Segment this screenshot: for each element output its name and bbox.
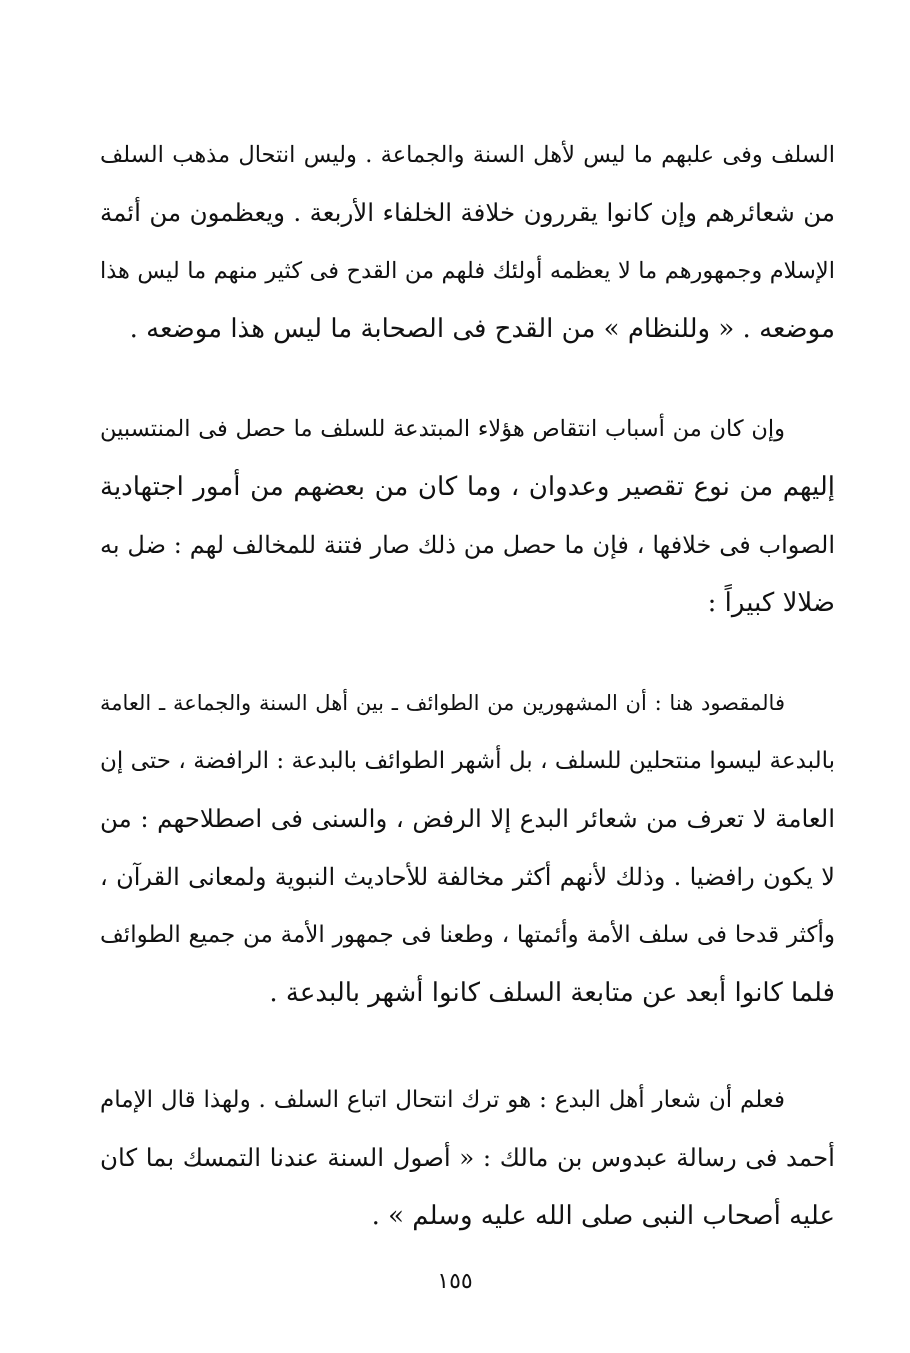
page-number: ١٥٥ (437, 1269, 473, 1294)
paragraph-4 (100, 1071, 835, 1245)
paragraph-line: فعلم أن شعار أهل البدع : هو ترك انتحال اتباع السلف . ولهذا قال الإمام (100, 1087, 785, 1113)
paragraph-line: الصواب فى خلافها ، فإن ما حصل من ذلك صار فتنة للمخالف لهم : ضل به (100, 531, 835, 559)
paragraph-line: وأكثر قدحا فى سلف الأمة وأئمتها ، وطعنا فى جمهور الأمة من جميع الطوائف (100, 922, 835, 948)
paragraph-line: من شعائرهم وإن كانوا يقررون خلافة الخلفاء الأربعة . ويعظمون من أئمة (100, 198, 835, 227)
paragraph-line: الإسلام وجمهورهم ما لا يعظمه أولئك فلهم من القدح فى كثير منهم ما ليس هذا (100, 258, 835, 284)
paragraph-line: عليه أصحاب النبى صلى الله عليه وسلم » . (371, 1201, 835, 1231)
paragraph-line: موضعه . « وللنظام » من القدح فى الصحابة ما ليس هذا موضعه . (129, 314, 835, 344)
paragraph-line: بالبدعة ليسوا منتحلين للسلف ، بل أشهر الطوائف بالبدعة : الرافضة ، حتى إن (100, 748, 835, 774)
paragraph-line: السلف وفى علبهم ما ليس لأهل السنة والجماعة . وليس انتحال مذهب السلف (100, 142, 835, 168)
paragraph-line: العامة لا تعرف من شعائر البدع إلا الرفض ، والسنى فى اصطلاحهم : من (100, 804, 835, 833)
paragraph-line: إليهم من نوع تقصير وعدوان ، وما كان من بعضهم من أمور اجتهادية (100, 472, 835, 502)
paragraph-2 (100, 400, 835, 632)
paragraph-line: أحمد فى رسالة عبدوس بن مالك : « أصول السنة عندنا التمسك بما كان (100, 1143, 835, 1172)
paragraph-line: لا يكون رافضيا . وذلك لأنهم أكثر مخالفة للأحاديث النبوية ولمعانى القرآن ، (100, 863, 835, 891)
paragraph-line: فلما كانوا أبعد عن متابعة السلف كانوا أشهر بالبدعة . (269, 978, 835, 1008)
paragraph-1 (100, 126, 835, 358)
paragraph-line: ضلالا كبيراً : (707, 588, 835, 618)
paragraph-3 (100, 674, 835, 1022)
paragraph-line: وإن كان من أسباب انتقاص هؤلاء المبتدعة للسلف ما حصل فى المنتسبين (100, 416, 785, 442)
paragraph-line: فالمقصود هنا : أن المشهورين من الطوائف ـ بين أهل السنة والجماعة ـ العامة (100, 691, 785, 715)
